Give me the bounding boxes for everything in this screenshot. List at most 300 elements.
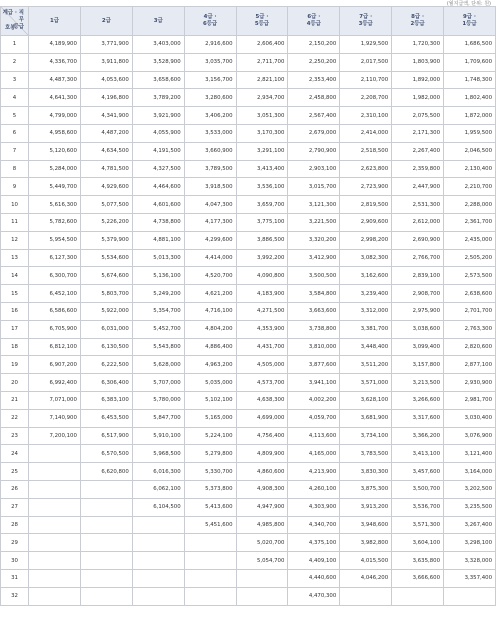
salary-cell: 7,071,000	[29, 391, 81, 409]
table-row	[1, 196, 496, 214]
salary-cell: 5,543,800	[132, 338, 184, 356]
salary-cell: 3,660,900	[184, 142, 236, 160]
salary-cell: 6,383,100	[80, 391, 132, 409]
salary-cell: 3,035,700	[184, 53, 236, 71]
salary-cell: 3,584,800	[288, 285, 340, 303]
salary-cell: 1,929,500	[340, 36, 392, 54]
table-row	[1, 267, 496, 285]
salary-cell: 5,968,500	[132, 445, 184, 463]
salary-cell	[80, 552, 132, 570]
column-header	[236, 7, 288, 36]
salary-table	[0, 6, 496, 606]
salary-cell: 2,934,700	[236, 89, 288, 107]
salary-cell	[132, 552, 184, 570]
salary-cell: 3,413,400	[236, 160, 288, 178]
salary-cell: 2,361,700	[444, 213, 496, 231]
salary-cell: 2,612,000	[392, 213, 444, 231]
salary-cell: 5,803,700	[80, 285, 132, 303]
salary-cell: 3,213,500	[392, 374, 444, 392]
salary-cell: 4,464,600	[132, 178, 184, 196]
salary-cell: 3,157,800	[392, 356, 444, 374]
salary-cell: 4,601,600	[132, 196, 184, 214]
salary-cell: 3,877,600	[288, 356, 340, 374]
column-header-line1: 5급 ·	[255, 14, 269, 20]
salary-cell: 6,127,300	[29, 249, 81, 267]
salary-cell: 5,628,000	[132, 356, 184, 374]
column-header-line1: 8급 ·	[411, 14, 424, 20]
salary-cell: 1,802,400	[444, 89, 496, 107]
salary-cell: 6,705,900	[29, 320, 81, 338]
salary-cell: 2,909,600	[340, 213, 392, 231]
salary-cell: 5,451,600	[184, 516, 236, 534]
header-corner-grade-label: 등급	[13, 24, 24, 30]
salary-cell	[184, 552, 236, 570]
salary-cell: 4,183,900	[236, 285, 288, 303]
column-header-line1: 7급 ·	[359, 14, 373, 20]
salary-cell: 4,487,200	[80, 124, 132, 142]
step-number-cell: 13	[1, 249, 29, 267]
salary-cell: 4,738,800	[132, 213, 184, 231]
salary-cell: 3,015,700	[288, 178, 340, 196]
step-number-cell: 23	[1, 427, 29, 445]
salary-cell: 4,189,900	[29, 36, 81, 54]
salary-cell: 6,907,200	[29, 356, 81, 374]
salary-cell: 6,570,500	[80, 445, 132, 463]
salary-cell: 4,375,100	[288, 534, 340, 552]
salary-cell: 3,156,700	[184, 71, 236, 89]
salary-cell	[236, 587, 288, 605]
salary-cell: 6,306,400	[80, 374, 132, 392]
column-header-line2: 6등급	[202, 21, 218, 27]
salary-cell: 4,341,900	[80, 107, 132, 125]
salary-cell: 3,528,900	[132, 53, 184, 71]
salary-cell: 4,573,700	[236, 374, 288, 392]
table-row	[1, 320, 496, 338]
step-number-cell: 30	[1, 552, 29, 570]
salary-cell: 3,202,500	[444, 480, 496, 498]
salary-cell: 3,604,100	[392, 534, 444, 552]
salary-cell: 4,886,400	[184, 338, 236, 356]
table-row	[1, 587, 496, 605]
salary-cell: 1,720,300	[392, 36, 444, 54]
salary-cell: 5,354,700	[132, 302, 184, 320]
column-header-line2: 3등급	[358, 21, 373, 27]
salary-cell: 3,403,000	[132, 36, 184, 54]
table-row	[1, 213, 496, 231]
table-row	[1, 463, 496, 481]
salary-cell: 6,620,800	[80, 463, 132, 481]
salary-cell: 3,317,600	[392, 409, 444, 427]
salary-cell: 4,621,200	[184, 285, 236, 303]
salary-cell: 2,171,300	[392, 124, 444, 142]
salary-cell: 6,586,600	[29, 302, 81, 320]
salary-cell: 3,170,300	[236, 124, 288, 142]
step-number-cell: 24	[1, 445, 29, 463]
salary-cell: 5,136,100	[132, 267, 184, 285]
salary-cell: 4,634,500	[80, 142, 132, 160]
table-row	[1, 427, 496, 445]
salary-cell: 4,303,900	[288, 498, 340, 516]
table-row	[1, 178, 496, 196]
salary-cell: 3,663,600	[288, 302, 340, 320]
salary-cell: 4,699,000	[236, 409, 288, 427]
salary-cell: 5,910,100	[132, 427, 184, 445]
table-row	[1, 391, 496, 409]
salary-cell: 3,982,800	[340, 534, 392, 552]
table-row	[1, 124, 496, 142]
salary-cell	[29, 534, 81, 552]
column-header-line2: 1등급	[462, 21, 477, 27]
salary-cell: 4,090,800	[236, 267, 288, 285]
table-row	[1, 534, 496, 552]
salary-cell: 3,162,600	[340, 267, 392, 285]
salary-cell: 4,053,600	[80, 71, 132, 89]
step-number-cell: 6	[1, 124, 29, 142]
salary-cell: 4,015,500	[340, 552, 392, 570]
salary-cell: 5,674,600	[80, 267, 132, 285]
step-number-cell: 5	[1, 107, 29, 125]
salary-cell: 2,310,100	[340, 107, 392, 125]
step-number-cell: 9	[1, 178, 29, 196]
salary-cell: 2,819,500	[340, 196, 392, 214]
salary-cell: 3,571,000	[340, 374, 392, 392]
salary-cell: 4,191,500	[132, 142, 184, 160]
salary-cell: 5,954,500	[29, 231, 81, 249]
salary-cell: 3,948,600	[340, 516, 392, 534]
table-row	[1, 338, 496, 356]
salary-cell: 1,748,300	[444, 71, 496, 89]
salary-cell: 2,679,000	[288, 124, 340, 142]
salary-cell: 4,260,100	[288, 480, 340, 498]
salary-cell: 3,121,300	[288, 196, 340, 214]
salary-cell	[444, 587, 496, 605]
column-header	[288, 7, 340, 36]
step-number-cell: 25	[1, 463, 29, 481]
salary-cell: 3,413,100	[392, 445, 444, 463]
salary-cell: 2,017,500	[340, 53, 392, 71]
column-header-line1: 9급 ·	[463, 14, 476, 20]
salary-cell: 5,020,700	[236, 534, 288, 552]
salary-cell	[132, 587, 184, 605]
salary-cell: 5,847,700	[132, 409, 184, 427]
table-row	[1, 107, 496, 125]
salary-cell: 3,500,500	[288, 267, 340, 285]
salary-cell: 1,686,500	[444, 36, 496, 54]
step-number-cell: 11	[1, 213, 29, 231]
salary-cell: 3,992,200	[236, 249, 288, 267]
salary-cell: 3,511,200	[340, 356, 392, 374]
salary-cell: 3,291,100	[236, 142, 288, 160]
salary-cell	[29, 480, 81, 498]
table-row	[1, 409, 496, 427]
salary-cell: 7,140,900	[29, 409, 81, 427]
salary-cell: 3,267,400	[444, 516, 496, 534]
salary-cell: 2,353,400	[288, 71, 340, 89]
step-number-cell: 27	[1, 498, 29, 516]
salary-cell: 3,406,200	[184, 107, 236, 125]
salary-cell: 1,803,900	[392, 53, 444, 71]
salary-cell: 4,781,500	[80, 160, 132, 178]
salary-cell: 2,975,900	[392, 302, 444, 320]
salary-cell: 3,918,500	[184, 178, 236, 196]
table-row	[1, 356, 496, 374]
salary-cell: 5,165,000	[184, 409, 236, 427]
salary-cell: 4,487,300	[29, 71, 81, 89]
salary-cell: 5,279,800	[184, 445, 236, 463]
salary-cell: 5,534,600	[80, 249, 132, 267]
salary-cell: 2,790,900	[288, 142, 340, 160]
salary-cell: 3,886,500	[236, 231, 288, 249]
salary-cell: 2,414,000	[340, 124, 392, 142]
salary-cell: 6,031,000	[80, 320, 132, 338]
salary-cell: 4,809,900	[236, 445, 288, 463]
salary-cell: 2,505,200	[444, 249, 496, 267]
table-row	[1, 160, 496, 178]
table-unit-note: (월지급액, 단위: 원)	[446, 1, 491, 7]
table-row	[1, 53, 496, 71]
salary-cell: 3,457,600	[392, 463, 444, 481]
salary-cell: 2,981,700	[444, 391, 496, 409]
table-row	[1, 569, 496, 587]
salary-cell: 2,110,700	[340, 71, 392, 89]
salary-cell: 4,165,000	[288, 445, 340, 463]
salary-cell: 4,641,300	[29, 89, 81, 107]
salary-cell: 4,196,800	[80, 89, 132, 107]
table-row	[1, 285, 496, 303]
salary-cell: 4,046,200	[340, 569, 392, 587]
salary-cell: 3,571,300	[392, 516, 444, 534]
salary-cell: 3,658,600	[132, 71, 184, 89]
salary-cell: 5,013,300	[132, 249, 184, 267]
salary-cell: 3,235,500	[444, 498, 496, 516]
salary-cell: 6,062,100	[132, 480, 184, 498]
column-header-line2: 4등급	[306, 21, 321, 27]
salary-cell: 2,075,500	[392, 107, 444, 125]
salary-cell: 3,738,800	[288, 320, 340, 338]
salary-cell: 3,830,300	[340, 463, 392, 481]
salary-cell: 3,239,400	[340, 285, 392, 303]
salary-cell	[80, 498, 132, 516]
step-number-cell: 14	[1, 267, 29, 285]
salary-cell: 3,921,900	[132, 107, 184, 125]
salary-cell: 4,505,000	[236, 356, 288, 374]
salary-cell: 2,359,800	[392, 160, 444, 178]
salary-cell: 3,121,400	[444, 445, 496, 463]
salary-cell: 5,054,700	[236, 552, 288, 570]
salary-cell: 4,113,600	[288, 427, 340, 445]
salary-cell: 3,875,300	[340, 480, 392, 498]
table-row	[1, 36, 496, 54]
step-number-cell: 26	[1, 480, 29, 498]
salary-cell: 2,930,900	[444, 374, 496, 392]
salary-cell: 3,381,700	[340, 320, 392, 338]
column-header-line2: 5등급	[254, 21, 270, 27]
salary-cell: 6,992,400	[29, 374, 81, 392]
salary-cell: 3,076,900	[444, 427, 496, 445]
salary-cell: 3,628,100	[340, 391, 392, 409]
salary-cell	[29, 552, 81, 570]
salary-cell: 3,298,100	[444, 534, 496, 552]
salary-cell: 5,707,000	[132, 374, 184, 392]
salary-cell: 3,164,000	[444, 463, 496, 481]
column-header	[340, 7, 392, 36]
salary-cell: 2,820,600	[444, 338, 496, 356]
salary-cell: 3,280,600	[184, 89, 236, 107]
table-row	[1, 142, 496, 160]
salary-cell	[29, 587, 81, 605]
step-number-cell: 7	[1, 142, 29, 160]
salary-cell: 4,055,900	[132, 124, 184, 142]
salary-cell: 2,638,600	[444, 285, 496, 303]
salary-cell: 1,709,600	[444, 53, 496, 71]
salary-cell	[80, 516, 132, 534]
salary-cell: 2,573,500	[444, 267, 496, 285]
salary-cell: 4,002,200	[288, 391, 340, 409]
salary-cell: 3,357,400	[444, 569, 496, 587]
salary-cell: 2,701,700	[444, 302, 496, 320]
salary-cell: 4,336,700	[29, 53, 81, 71]
column-header-line1: 4급 ·	[203, 14, 217, 20]
column-header-line1: 2급	[101, 17, 111, 24]
salary-cell: 4,213,900	[288, 463, 340, 481]
salary-cell: 5,780,000	[132, 391, 184, 409]
salary-cell: 2,130,400	[444, 160, 496, 178]
step-number-cell: 12	[1, 231, 29, 249]
salary-cell: 3,448,400	[340, 338, 392, 356]
salary-cell: 5,224,100	[184, 427, 236, 445]
salary-cell: 2,267,400	[392, 142, 444, 160]
salary-cell: 2,288,000	[444, 196, 496, 214]
step-number-cell: 21	[1, 391, 29, 409]
column-header-line1: 1급	[49, 17, 59, 24]
salary-cell: 2,766,700	[392, 249, 444, 267]
salary-cell: 4,804,200	[184, 320, 236, 338]
salary-cell: 2,908,700	[392, 285, 444, 303]
step-number-cell: 28	[1, 516, 29, 534]
salary-cell: 3,266,600	[392, 391, 444, 409]
column-header	[184, 7, 236, 36]
salary-cell: 2,723,900	[340, 178, 392, 196]
salary-cell	[236, 569, 288, 587]
salary-cell: 3,328,000	[444, 552, 496, 570]
step-number-cell: 1	[1, 36, 29, 54]
column-header-line1: 6급 ·	[307, 14, 321, 20]
salary-cell: 2,839,100	[392, 267, 444, 285]
salary-cell: 4,985,800	[236, 516, 288, 534]
table-row	[1, 249, 496, 267]
table-row	[1, 445, 496, 463]
table-row	[1, 480, 496, 498]
step-number-cell: 18	[1, 338, 29, 356]
table-row	[1, 552, 496, 570]
salary-cell: 4,756,400	[236, 427, 288, 445]
step-number-cell: 17	[1, 320, 29, 338]
salary-cell: 4,908,300	[236, 480, 288, 498]
salary-cell: 4,963,200	[184, 356, 236, 374]
salary-cell: 1,959,500	[444, 124, 496, 142]
salary-cell: 4,638,300	[236, 391, 288, 409]
column-header	[29, 7, 81, 36]
salary-cell: 5,035,000	[184, 374, 236, 392]
salary-cell: 2,623,800	[340, 160, 392, 178]
step-number-cell: 3	[1, 71, 29, 89]
salary-cell: 2,916,600	[184, 36, 236, 54]
salary-cell: 3,913,200	[340, 498, 392, 516]
salary-cell: 4,520,700	[184, 267, 236, 285]
salary-cell: 4,299,600	[184, 231, 236, 249]
salary-cell: 2,567,400	[288, 107, 340, 125]
header-corner-rank-label: 계급 · 직무	[2, 10, 24, 23]
salary-cell: 7,200,100	[29, 427, 81, 445]
salary-cell: 4,414,000	[184, 249, 236, 267]
salary-cell: 4,340,700	[288, 516, 340, 534]
salary-cell: 2,150,200	[288, 36, 340, 54]
header-corner-cell	[1, 7, 29, 36]
table-row	[1, 231, 496, 249]
column-header	[80, 7, 132, 36]
salary-cell: 4,271,500	[236, 302, 288, 320]
salary-cell: 4,716,100	[184, 302, 236, 320]
step-number-cell: 20	[1, 374, 29, 392]
step-number-cell: 2	[1, 53, 29, 71]
step-number-cell: 32	[1, 587, 29, 605]
salary-cell: 5,330,700	[184, 463, 236, 481]
salary-cell: 3,099,400	[392, 338, 444, 356]
step-number-cell: 4	[1, 89, 29, 107]
salary-cell: 3,030,400	[444, 409, 496, 427]
salary-cell: 4,929,600	[80, 178, 132, 196]
salary-cell: 6,453,500	[80, 409, 132, 427]
column-header-line1: 3급	[153, 17, 163, 24]
salary-cell: 2,250,200	[288, 53, 340, 71]
salary-cell: 6,016,300	[132, 463, 184, 481]
salary-cell	[29, 445, 81, 463]
header-corner-step-label: 호봉	[5, 25, 16, 31]
salary-cell	[132, 534, 184, 552]
salary-cell: 6,812,100	[29, 338, 81, 356]
salary-cell: 2,763,300	[444, 320, 496, 338]
salary-cell: 6,300,700	[29, 267, 81, 285]
step-number-cell: 8	[1, 160, 29, 178]
salary-cell	[80, 534, 132, 552]
salary-cell: 5,249,200	[132, 285, 184, 303]
salary-cell: 2,903,100	[288, 160, 340, 178]
salary-cell: 3,635,800	[392, 552, 444, 570]
column-header	[444, 7, 496, 36]
step-number-cell: 31	[1, 569, 29, 587]
salary-cell: 5,413,600	[184, 498, 236, 516]
salary-cell	[80, 587, 132, 605]
salary-cell: 5,284,000	[29, 160, 81, 178]
salary-cell: 5,226,200	[80, 213, 132, 231]
salary-cell: 6,104,500	[132, 498, 184, 516]
table-row	[1, 71, 496, 89]
salary-cell: 5,782,600	[29, 213, 81, 231]
salary-cell: 2,210,700	[444, 178, 496, 196]
salary-cell: 3,533,000	[184, 124, 236, 142]
salary-cell: 2,711,700	[236, 53, 288, 71]
salary-cell	[184, 587, 236, 605]
step-number-cell: 19	[1, 356, 29, 374]
salary-cell: 2,518,500	[340, 142, 392, 160]
salary-cell: 3,536,700	[392, 498, 444, 516]
salary-cell: 2,531,300	[392, 196, 444, 214]
salary-cell: 1,872,000	[444, 107, 496, 125]
salary-cell: 4,047,300	[184, 196, 236, 214]
salary-cell: 3,666,600	[392, 569, 444, 587]
salary-cell: 4,947,900	[236, 498, 288, 516]
salary-cell: 6,222,500	[80, 356, 132, 374]
